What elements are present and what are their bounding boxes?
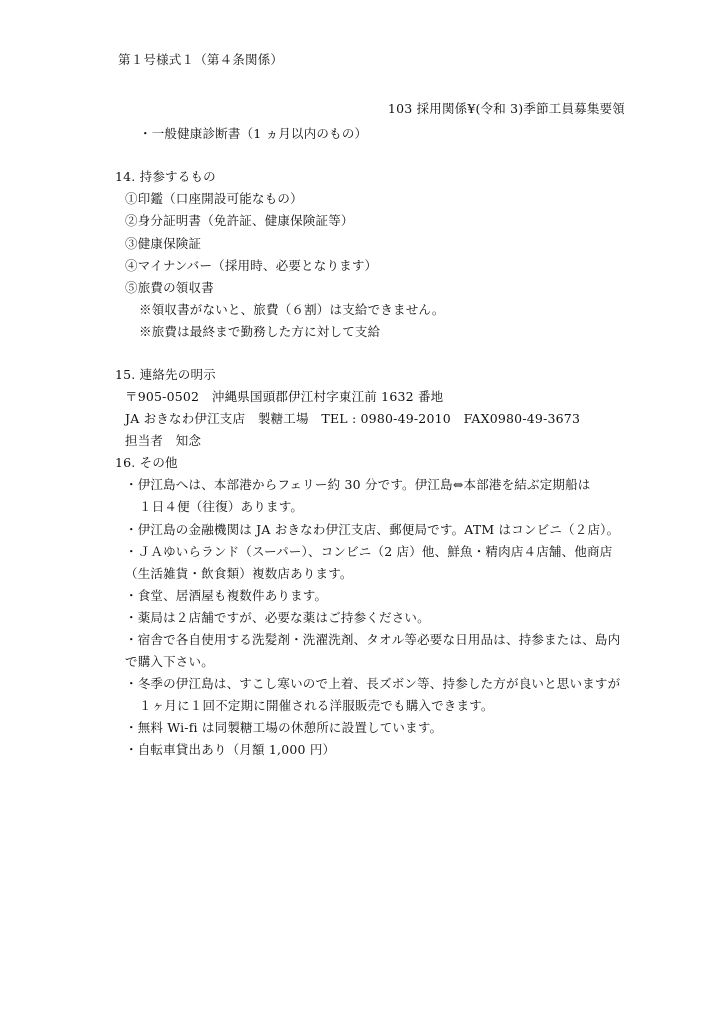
note: ※旅費は最終まで勤務した方に対して支給 (139, 324, 381, 339)
carryover-item: ・一般健康診断書（1 ヵ月以内のもの） (139, 126, 368, 141)
list-item: ・無料 Wi-fi は同製糖工場の休憩所に設置しています。 (125, 720, 443, 735)
section-14-heading: 14. 持参するもの (115, 169, 216, 184)
list-item: ②身分証明書（免許証、健康保険証等） (125, 213, 354, 228)
list-item: １日４便（往復）あります。 (139, 499, 304, 514)
form-number: 第１号様式１（第４条関係） (118, 52, 284, 67)
list-item: ・宿舎で各自使用する洗髪剤・洗濯洗剤、タオル等必要な日用品は、持参または、島内 (125, 632, 621, 647)
list-item: ・自転車貸出あり（月額 1,000 円） (125, 742, 336, 757)
contact-person: 担当者 知念 (125, 433, 202, 448)
list-item: ・伊江島へは、本部港からフェリー約 30 分です。伊江島⇔本部港を結ぶ定期船は (125, 477, 591, 492)
section-15-heading: 15. 連絡先の明示 (115, 367, 216, 382)
list-item: ・ＪＡゆいらランド（スーパー）、コンビニ（2 店）他、鮮魚・精肉店４店舗、他商店 (125, 544, 613, 559)
contact-office: JA おきなわ伊江支店 製糖工場 TEL : 0980-49-2010 FAX0980-49-3673 (125, 411, 581, 426)
document-title: 103 採用関係¥(令和 3)季節工員募集要領 (387, 101, 625, 116)
list-item: ③健康保険証 (125, 236, 202, 251)
list-item: ⑤旅費の領収書 (125, 280, 214, 295)
list-item: ④マイナンバー（採用時、必要となります） (125, 258, 378, 273)
list-item: １ヶ月に１回不定期に開催される洋服販売でも購入できます。 (139, 698, 494, 713)
list-item: ・伊江島の金融機関は JA おきなわ伊江支店、郵便局です。ATM はコンビニ（２店）。 (125, 522, 620, 537)
list-item: （生活雑貨・飲食類）複数店あります。 (125, 566, 353, 581)
list-item: で購入下さい。 (125, 654, 214, 669)
list-item: ・冬季の伊江島は、すこし寒いので上着、長ズボン等、持参した方が良いと思いますが (125, 676, 621, 691)
section-16-heading: 16. その他 (115, 455, 178, 470)
list-item: ・食堂、居酒屋も複数件あります。 (125, 588, 328, 603)
note: ※領収書がないと、旅費（６割）は支給できません。 (139, 302, 445, 317)
list-item: ・薬局は２店舗ですが、必要な薬はご持参ください。 (125, 610, 430, 625)
list-item: ①印鑑（口座開設可能なもの） (125, 191, 303, 206)
contact-address: 〒905-0502 沖縄県国頭郡伊江村字東江前 1632 番地 (125, 389, 444, 404)
